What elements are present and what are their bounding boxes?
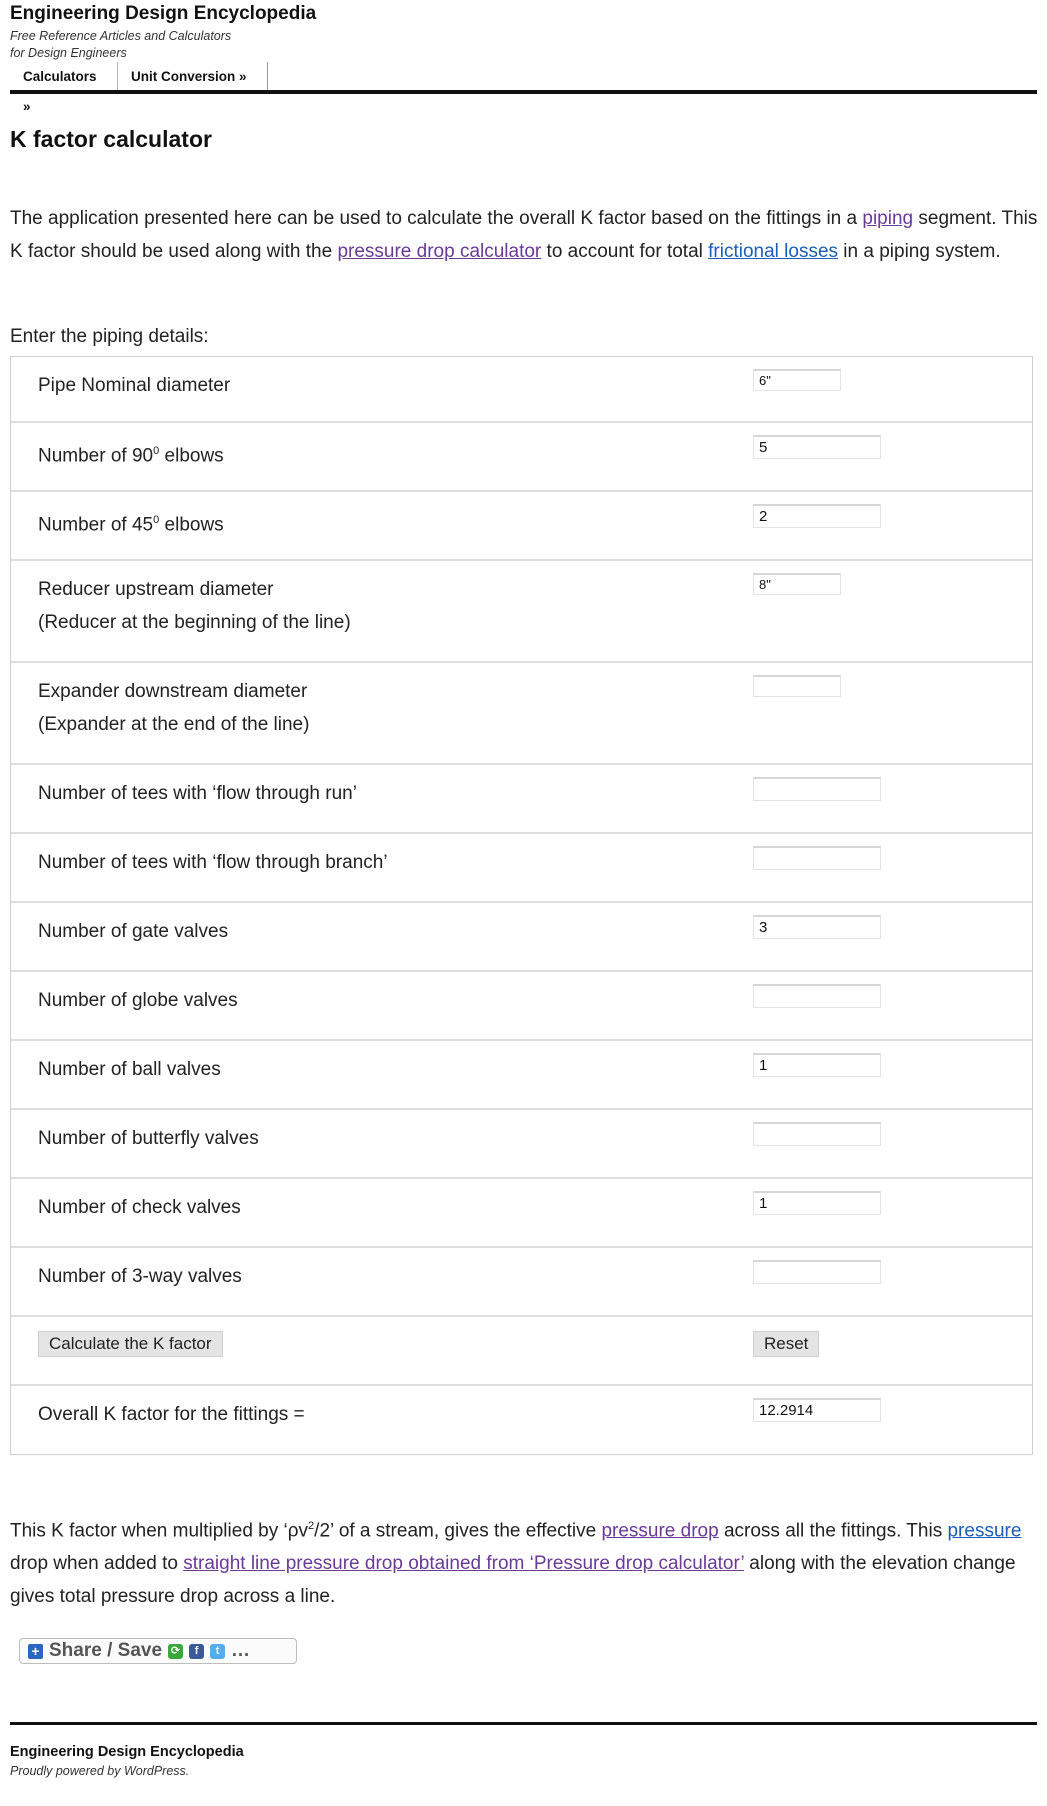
gate-valves-field[interactable]	[753, 915, 881, 939]
reducer-label	[38, 573, 351, 639]
label-text: elbows	[159, 514, 224, 536]
label-text: Number of 45	[38, 514, 154, 536]
pipe-diameter-label: Pipe Nominal diameter	[38, 375, 231, 396]
expander-label	[38, 675, 309, 741]
butterfly-valves-field[interactable]	[753, 1122, 881, 1146]
row-buttons	[11, 1317, 1032, 1386]
more-icon[interactable]: …	[231, 1640, 251, 1661]
check-valves-label: Number of check valves	[38, 1197, 241, 1218]
tagline-line-1: Free Reference Articles and Calculators	[10, 29, 232, 43]
ball-valves-field[interactable]	[753, 1053, 881, 1077]
share-label: Share / Save	[49, 1640, 163, 1661]
note-text: /2’ of a stream, gives the effective	[314, 1520, 602, 1542]
twitter-icon[interactable]: t	[210, 1644, 225, 1659]
globe-valves-field[interactable]	[753, 984, 881, 1008]
tagline-line-2: for Design Engineers	[10, 46, 127, 60]
footer-powered-by[interactable]: Proudly powered by WordPress.	[10, 1764, 190, 1778]
nav-bar	[10, 62, 1037, 114]
row-result	[11, 1386, 1032, 1454]
k-factor-note-paragraph	[10, 1510, 1040, 1613]
site-title[interactable]: Engineering Design Encyclopedia	[10, 3, 317, 24]
degree-sup: 0	[153, 514, 160, 526]
calculate-button[interactable]: Calculate the K factor	[38, 1331, 223, 1357]
note-text: This K factor when multiplied by ‘ρv	[10, 1520, 309, 1542]
share-save-button[interactable]	[19, 1638, 297, 1664]
row-tees-branch	[11, 834, 1032, 903]
tees-branch-field[interactable]	[753, 846, 881, 870]
label-text: Number of 90	[38, 445, 154, 467]
pipe-diameter-field[interactable]	[753, 369, 841, 391]
row-reducer	[11, 561, 1032, 663]
footer-site-title[interactable]: Engineering Design Encyclopedia	[10, 1744, 244, 1760]
site-tagline	[10, 28, 310, 62]
label-text: elbows	[159, 445, 224, 467]
result-field[interactable]	[753, 1398, 881, 1422]
threeway-valves-label: Number of 3-way valves	[38, 1266, 242, 1287]
row-ball-valves	[11, 1041, 1032, 1110]
expander-diameter-field[interactable]	[753, 675, 841, 697]
link-pressure[interactable]: pressure	[947, 1520, 1022, 1542]
nav-unit-conversion[interactable]: Unit Conversion »	[118, 62, 268, 90]
nav-calculators[interactable]: Calculators »	[10, 62, 118, 90]
note-text: drop when added to	[10, 1553, 184, 1575]
link-pressure-drop[interactable]: pressure drop	[601, 1520, 719, 1542]
note-sup: 2	[308, 1520, 315, 1532]
row-pipe-diameter	[11, 357, 1032, 423]
reset-button[interactable]: Reset	[753, 1331, 819, 1357]
result-label: Overall K factor for the fittings =	[38, 1404, 305, 1425]
tees-run-field[interactable]	[753, 777, 881, 801]
reducer-label-text: Reducer upstream diameter	[38, 579, 274, 600]
share-green-icon[interactable]: ⟳	[168, 1644, 183, 1659]
plus-icon: +	[28, 1644, 43, 1659]
expander-note: (Expander at the end of the line)	[38, 714, 310, 735]
intro-text: in a piping system.	[838, 241, 1001, 262]
enter-details-label: Enter the piping details:	[10, 326, 209, 347]
tees-run-label: Number of tees with ‘flow through run’	[38, 783, 357, 804]
tees-branch-label: Number of tees with ‘flow through branch’	[38, 852, 388, 873]
row-expander	[11, 663, 1032, 765]
footer-divider	[10, 1722, 1037, 1725]
elbows-90-field[interactable]	[753, 435, 881, 459]
row-tees-run	[11, 765, 1032, 834]
link-straight-line-pressure-drop[interactable]: straight line pressure drop obtained from ‘Pressure drop calculator’	[183, 1553, 745, 1575]
intro-text: segment. This K factor should be used along with the	[10, 208, 1038, 262]
elbows-45-label	[38, 504, 224, 541]
expander-label-text: Expander downstream diameter	[38, 681, 308, 702]
row-elbows-45	[11, 492, 1032, 561]
threeway-valves-field[interactable]	[753, 1260, 881, 1284]
check-valves-field[interactable]	[753, 1191, 881, 1215]
intro-paragraph	[10, 202, 1040, 268]
elbows-90-label	[38, 435, 224, 472]
page-title: K factor calculator	[10, 126, 212, 152]
degree-sup: 0	[153, 445, 160, 457]
note-text: along with the elevation change gives total pressure drop across a line.	[10, 1553, 1016, 1608]
elbows-45-field[interactable]	[753, 504, 881, 528]
k-factor-form	[10, 356, 1033, 1455]
row-check-valves	[11, 1179, 1032, 1248]
globe-valves-label: Number of globe valves	[38, 990, 238, 1011]
reducer-note: (Reducer at the beginning of the line)	[38, 612, 351, 633]
row-3way-valves	[11, 1248, 1032, 1317]
row-globe-valves	[11, 972, 1032, 1041]
reducer-diameter-field[interactable]	[753, 573, 841, 595]
link-pressure-drop-calculator[interactable]: pressure drop calculator	[337, 241, 542, 262]
facebook-icon[interactable]: f	[189, 1644, 204, 1659]
row-butterfly-valves	[11, 1110, 1032, 1179]
ball-valves-label: Number of ball valves	[38, 1059, 221, 1080]
link-piping[interactable]: piping	[862, 208, 914, 229]
gate-valves-label: Number of gate valves	[38, 921, 229, 942]
intro-text: to account for total	[541, 241, 709, 262]
row-elbows-90	[11, 423, 1032, 492]
link-frictional-losses[interactable]: frictional losses	[708, 241, 839, 262]
note-text: across all the fittings. This	[718, 1520, 948, 1542]
intro-text: The application presented here can be used to calculate the overall K factor based on the fittings in a	[10, 208, 863, 229]
butterfly-valves-label: Number of butterfly valves	[38, 1128, 259, 1149]
row-gate-valves	[11, 903, 1032, 972]
